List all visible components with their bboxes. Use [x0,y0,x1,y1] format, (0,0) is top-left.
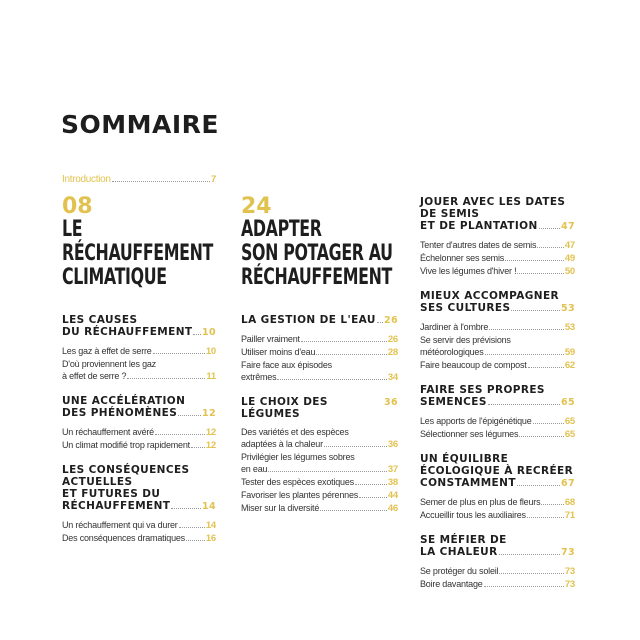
toc-entry[interactable] [241,359,398,384]
dot-leader [324,446,387,447]
heading-line [420,396,575,409]
toc-entry[interactable] [241,489,398,502]
entry-line[interactable] [241,476,398,489]
section-items [420,321,575,372]
entry-label: adaptées à la chaleur [241,439,323,449]
page-number: 12 [201,408,216,419]
heading-text: LE CHOIX DES LÉGUMES [241,396,328,420]
page-number: 65 [564,416,575,427]
entry-line[interactable] [62,532,216,545]
dot-leader [186,540,205,541]
page-number: 38 [387,477,398,488]
page-number: 46 [387,503,398,514]
page-number: 7 [211,174,216,185]
heading-line [420,477,575,490]
heading-line: DE SEMIS [420,208,480,220]
entry-line[interactable] [420,346,575,359]
heading-line: JOUER AVEC LES DATES [420,196,566,208]
toc-section [62,395,216,452]
heading-line [62,326,216,339]
part-number: 08 [62,194,93,219]
heading-line: UN ÉQUILIBRE [420,453,509,465]
entry-line[interactable] [420,509,575,522]
dot-leader [488,404,560,405]
dot-leader [505,260,564,261]
heading-text: RÉCHAUFFEMENT [62,500,171,512]
heading-line [241,396,398,420]
dot-leader [277,379,386,380]
page-number: 26 [383,315,398,326]
toc-entry[interactable] [420,334,575,359]
page-number: 71 [564,510,575,521]
entry-line: Des variétés et des espèces [241,427,349,437]
heading-text: LA GESTION DE L'EAU [241,314,376,326]
entry-label: Les apports de l'épigénétique [420,416,532,426]
entry-line: D'où proviennent les gaz [62,359,156,369]
entry-label: Tenter d'autres dates de semis [420,240,537,250]
toc-entry[interactable] [62,358,216,383]
dot-leader [517,273,563,274]
section-heading[interactable] [62,395,216,420]
dot-leader [268,471,387,472]
section-heading[interactable] [62,314,216,339]
entry-line[interactable] [420,415,575,428]
dot-leader [127,378,205,379]
dot-leader [539,228,560,229]
part-title-line: SON POTAGER AU [241,241,393,266]
page-number: 14 [205,520,216,531]
toc-entry[interactable] [241,346,398,359]
toc-entry[interactable] [62,439,216,452]
part-header [241,196,398,290]
entry-label: météorologiques [420,347,484,357]
toc-entry[interactable] [420,565,575,578]
toc-entry[interactable] [62,532,216,545]
heading-line: LES CAUSES [62,314,138,326]
entry-label: Tester des espèces exotiques [241,477,354,487]
page-number: 10 [201,327,216,338]
section-items [62,519,216,545]
entry-line[interactable] [241,333,398,346]
section-items [420,415,575,441]
heading-line: UNE ACCÉLÉRATION [62,395,186,407]
entry-line[interactable] [241,438,398,451]
entry-label: Se protéger du soleil [420,566,499,576]
toc-entry[interactable] [420,359,575,372]
dot-leader [485,354,564,355]
dot-leader [359,497,387,498]
entry-line: Se servir des prévisions [420,335,511,345]
entry-label: Sélectionner ses légumes [420,429,519,439]
section-heading[interactable] [420,453,575,490]
dot-leader [178,415,201,416]
entry-line[interactable] [62,345,216,358]
toc-column-part-1 [62,196,216,557]
page-number: 12 [205,440,216,451]
toc-entry[interactable] [241,502,398,515]
part-title [241,218,399,290]
page-number: 10 [205,346,216,357]
page-number: 47 [560,221,575,232]
heading-line: ACTUELLES [62,476,133,488]
section-items [62,345,216,383]
page-number: 11 [206,371,216,382]
dot-leader [489,329,564,330]
dot-leader [541,504,563,505]
dot-leader [316,354,387,355]
entry-line: Privilégier les légumes sobres [241,452,355,462]
dot-leader [179,527,205,528]
toc-section [420,196,575,278]
heading-line [241,314,398,327]
heading-line: ET FUTURES DU [62,488,161,500]
part-title-line: LE [62,217,83,242]
section-items [420,239,575,278]
page-number: 28 [387,347,398,358]
page-number: 65 [560,397,575,408]
entry-line[interactable] [420,428,575,441]
dot-leader [112,181,210,182]
entry-label: Vive les légumes d'hiver ! [420,266,517,276]
entry-line[interactable] [420,239,575,252]
heading-text: CONSTAMMENT [420,477,516,489]
entry-line[interactable] [241,346,398,359]
toc-entry[interactable] [420,321,575,334]
part-number: 24 [241,194,272,219]
section-heading[interactable] [420,534,575,559]
toc-entry[interactable] [420,415,575,428]
heading-line [420,302,575,315]
page-number: 65 [564,429,575,440]
heading-line [62,407,216,420]
page-number: 59 [564,347,575,358]
part-title-line: CLIMATIQUE [62,265,167,290]
entry-label: extrêmes [241,372,277,382]
heading-line: MIEUX ACCOMPAGNER [420,290,560,302]
page-number: 68 [564,497,575,508]
entry-line[interactable] [241,371,398,384]
section-heading[interactable] [241,314,398,327]
part-title-line: RÉCHAUFFEMENT [62,241,213,266]
toc-entry[interactable] [241,333,398,346]
part-title-line: ADAPTER [241,217,322,242]
toc-entry[interactable] [62,519,216,532]
entry-line[interactable] [62,519,216,532]
page-title: SOMMAIRE [61,110,219,139]
toc-entry-introduction[interactable] [62,174,216,185]
page-number: 14 [201,501,216,512]
dot-leader [537,247,564,248]
heading-line [62,500,216,513]
entry-line[interactable] [420,565,575,578]
toc-entry[interactable] [420,578,575,591]
page-number: 16 [205,533,216,544]
page-number: 12 [205,427,216,438]
toc-entry[interactable] [420,428,575,441]
entry-label: Les gaz à effet de serre [62,346,152,356]
toc-entry[interactable] [62,345,216,358]
page-number: 37 [387,464,398,475]
section-heading[interactable] [420,290,575,315]
heading-line: FAIRE SES PROPRES [420,384,545,396]
page-number: 47 [564,240,575,251]
entry-line[interactable] [420,321,575,334]
section-heading[interactable] [420,196,575,233]
heading-line: SE MÉFIER DE [420,534,507,546]
entry-line[interactable] [62,370,216,383]
entry-label: Favoriser les plantes pérennes [241,490,359,500]
dot-leader [301,341,387,342]
page-number: 73 [560,547,575,558]
page-number: 67 [560,478,575,489]
toc-section [420,290,575,372]
entry-label: Miser sur la diversité [241,503,320,513]
page-number: 62 [564,360,575,371]
dot-leader [499,554,560,555]
entry-line[interactable] [241,463,398,476]
heading-text: ET DE PLANTATION [420,220,538,232]
toc-entry[interactable] [420,265,575,278]
heading-text: DES PHÉNOMÈNES [62,407,178,419]
section-items [241,333,398,384]
entry-label: Utiliser moins d'eau [241,347,316,357]
entry-label: Introduction [62,174,111,185]
toc-entry[interactable] [62,426,216,439]
entry-label: Boire davantage [420,579,483,589]
toc-entry[interactable] [420,252,575,265]
dot-leader [519,436,564,437]
entry-label: Un réchauffement avéré [62,427,154,437]
page-number: 26 [387,334,398,345]
section-heading[interactable] [420,384,575,409]
entry-label: Un climat modifié trop rapidement [62,440,190,450]
page-number: 49 [564,253,575,264]
entry-line: Faire face aux épisodes [241,360,332,370]
entry-line[interactable] [62,439,216,452]
page-number: 73 [564,566,575,577]
dot-leader [320,510,387,511]
heading-text: SES CULTURES [420,302,511,314]
section-items [420,565,575,591]
entry-label: Semer de plus en plus de fleurs [420,497,541,507]
dot-leader [484,586,564,587]
page-number: 44 [387,490,398,501]
heading-text: DU RÉCHAUFFEMENT [62,326,193,338]
toc-entry[interactable] [241,426,398,451]
toc-column-part-2-continued [420,196,575,603]
heading-line [420,546,575,559]
toc-section [62,314,216,383]
toc-entry[interactable] [420,239,575,252]
entry-line[interactable] [241,502,398,515]
toc-entry[interactable] [420,509,575,522]
part-title [62,218,217,290]
heading-line [420,220,575,233]
dot-leader [153,353,205,354]
dot-leader [533,423,564,424]
toc-section [420,453,575,522]
entry-line[interactable] [420,578,575,591]
dot-leader [517,485,560,486]
toc-section [241,314,398,384]
dot-leader [527,517,564,518]
page-number: 53 [560,303,575,314]
dot-leader [155,434,205,435]
section-items [241,426,398,515]
dot-leader [191,447,205,448]
dot-leader [511,310,560,311]
toc-section [62,464,216,545]
section-items [62,426,216,452]
entry-label: Accueillir tous les auxiliaires [420,510,526,520]
toc-section [420,384,575,441]
heading-line: LES CONSÉQUENCES [62,464,190,476]
heading-text: SEMENCES [420,396,487,408]
toc-section [241,396,398,515]
section-heading[interactable] [62,464,216,513]
part-header [62,196,216,290]
dot-leader [528,367,564,368]
entry-label: à effet de serre ? [62,371,127,381]
dot-leader [377,322,383,323]
entry-label: Échelonner ses semis [420,253,505,263]
toc-column-part-2 [241,196,398,527]
heading-text: LA CHALEUR [420,546,498,558]
toc-section [420,534,575,591]
entry-line[interactable] [241,489,398,502]
page-number: 50 [564,266,575,277]
toc-entry[interactable] [420,496,575,509]
heading-line: ÉCOLOGIQUE À RECRÉER [420,465,574,477]
toc-entry[interactable] [241,451,398,476]
page-number: 53 [564,322,575,333]
entry-label: Jardiner à l'ombre [420,322,489,332]
entry-label: Un réchauffement qui va durer [62,520,178,530]
dot-leader [193,334,201,335]
entry-label: Faire beaucoup de compost [420,360,527,370]
page-number: 34 [387,372,398,383]
entry-label: en eau [241,464,268,474]
section-items [420,496,575,522]
toc-entry[interactable] [241,476,398,489]
entry-line[interactable] [420,359,575,372]
entry-line[interactable] [62,426,216,439]
page-number: 73 [564,579,575,590]
dot-leader [355,484,387,485]
page-number: 36 [387,439,398,450]
entry-line[interactable] [420,265,575,278]
entry-line[interactable] [420,252,575,265]
dot-leader [171,508,201,509]
entry-label: Pailler vraiment [241,334,300,344]
page-number: 36 [383,397,398,408]
dot-leader [499,573,563,574]
section-heading[interactable] [241,396,398,420]
entry-label: Des conséquences dramatiques [62,533,185,543]
entry-line[interactable] [420,496,575,509]
part-title-line: RÉCHAUFFEMENT [241,265,392,290]
